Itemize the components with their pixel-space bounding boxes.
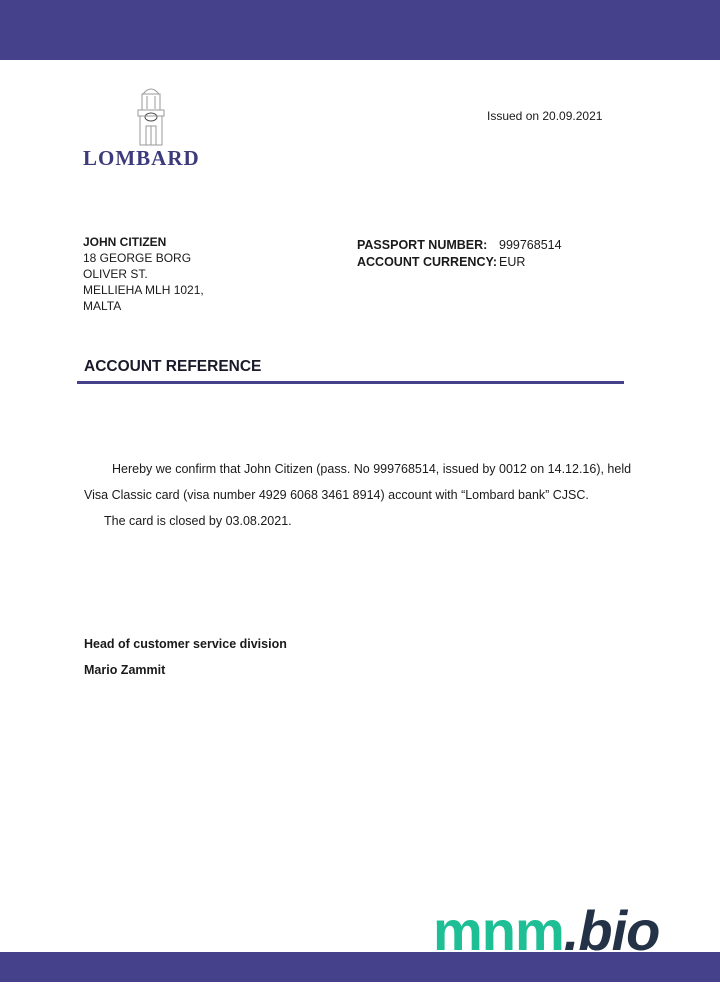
body-paragraph: The card is closed by 03.08.2021. — [104, 514, 292, 528]
issue-date: Issued on 20.09.2021 — [487, 109, 603, 123]
watermark-logo — [433, 898, 659, 963]
address-line: MALTA — [83, 299, 122, 313]
currency-value: EUR — [499, 255, 526, 269]
address-line: OLIVER ST. — [83, 267, 148, 281]
watermark-part: .bio — [563, 899, 660, 962]
passport-label: PASSPORT NUMBER: — [357, 238, 488, 252]
passport-value: 999768514 — [499, 238, 562, 252]
signature-block — [84, 631, 287, 683]
top-band — [0, 0, 720, 60]
account-details — [357, 237, 562, 271]
lombard-building-logo-icon — [134, 84, 168, 146]
section-divider — [77, 381, 624, 384]
currency-label: ACCOUNT CURRENCY: — [357, 255, 498, 269]
address-line: MELLIEHA MLH 1021, — [83, 283, 204, 297]
brand-logo-text: LOMBARD — [83, 146, 200, 170]
letter-body — [84, 456, 640, 534]
signatory-name: Mario Zammit — [84, 663, 166, 677]
section-title: ACCOUNT REFERENCE — [84, 358, 262, 375]
watermark-part: mnm — [433, 899, 564, 962]
signatory-title: Head of customer service division — [84, 637, 287, 651]
address-line: 18 GEORGE BORG — [83, 251, 192, 265]
body-paragraph: Hereby we confirm that John Citizen (pass. No 999768514, issued by 0012 on 14.12.16), held Visa Classic card (visa number 4929 6068 3461 8914) account with “Lombard bank” CJSC. — [84, 462, 632, 502]
recipient-name: JOHN CITIZEN — [83, 235, 167, 249]
recipient-address — [83, 234, 204, 314]
